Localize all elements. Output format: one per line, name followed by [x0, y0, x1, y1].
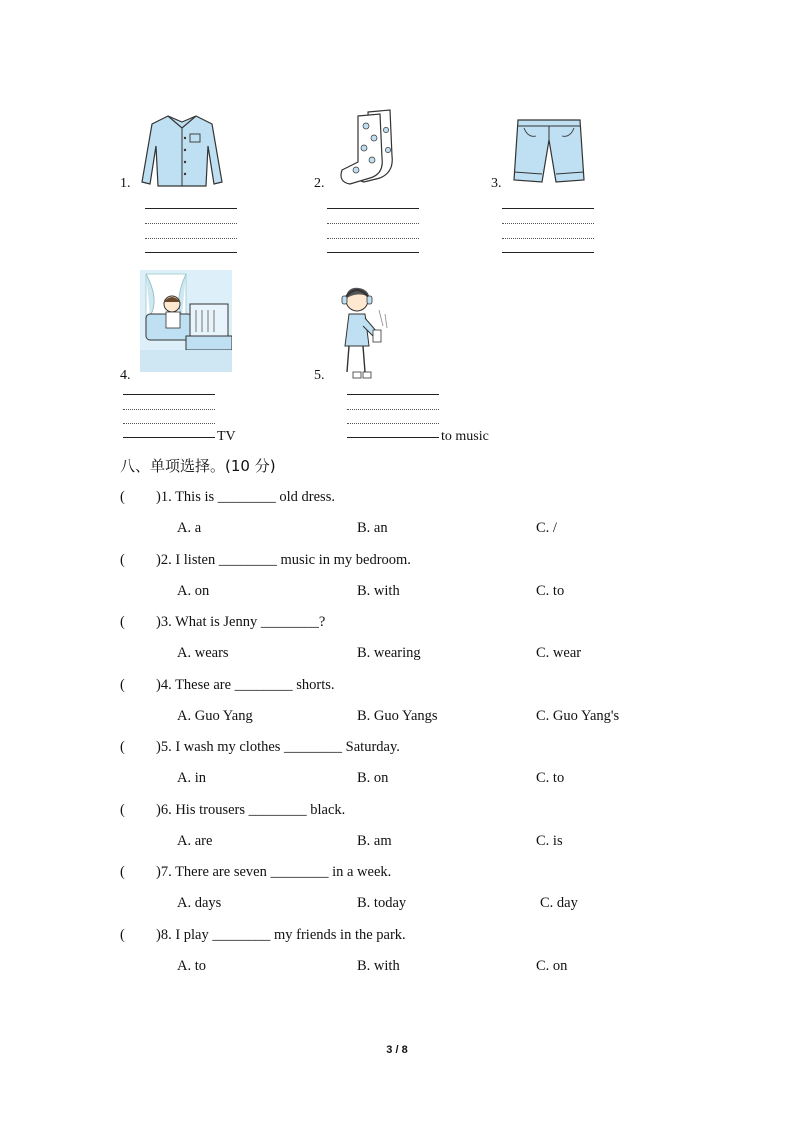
option-b[interactable]: B. Guo Yangs	[357, 707, 438, 724]
option-c[interactable]: C. wear	[536, 645, 582, 661]
answer-paren[interactable]: (	[120, 551, 125, 568]
answer-paren[interactable]: (	[120, 614, 125, 630]
option-c[interactable]: C. day	[540, 895, 578, 911]
option-c[interactable]: C. to	[536, 582, 565, 599]
question-text: )1. This is ________ old dress.	[156, 489, 335, 505]
question-text: )8. I play ________ my friends in the park.	[156, 926, 406, 943]
socks-icon	[334, 106, 406, 186]
option-b[interactable]: B. on	[357, 770, 389, 786]
item-number: 4.	[120, 368, 131, 383]
shirt-icon	[138, 112, 226, 188]
question-text: )7. There are seven ________ in a week.	[156, 864, 392, 880]
item-number: 3.	[491, 176, 502, 191]
girl-listening-music-icon	[335, 284, 391, 382]
option-a[interactable]: A. in	[177, 770, 206, 786]
question-text: )6. His trousers ________ black.	[156, 801, 346, 818]
answer-suffix: to music	[441, 429, 489, 444]
answer-paren[interactable]: (	[120, 739, 125, 755]
option-a[interactable]: A. days	[177, 895, 222, 911]
option-b[interactable]: B. am	[357, 832, 392, 849]
option-a[interactable]: A. wears	[177, 645, 229, 661]
boy-watching-tv-icon	[140, 270, 232, 372]
option-c[interactable]: C. /	[536, 520, 557, 536]
option-c[interactable]: C. on	[536, 957, 568, 974]
option-c[interactable]: C. to	[536, 770, 565, 786]
option-a[interactable]: A. are	[177, 832, 213, 849]
answer-paren[interactable]: (	[120, 489, 125, 505]
option-b[interactable]: B. wearing	[357, 645, 421, 661]
answer-paren[interactable]: (	[120, 801, 125, 818]
option-a[interactable]: A. on	[177, 582, 210, 599]
question-text: )2. I listen ________ music in my bedroom.	[156, 551, 411, 568]
answer-paren[interactable]: (	[120, 676, 125, 693]
shorts-icon	[512, 114, 586, 186]
item-number: 1.	[120, 176, 131, 191]
item-number: 5.	[314, 368, 325, 383]
item-number: 2.	[314, 176, 325, 191]
answer-paren[interactable]: (	[120, 926, 125, 943]
option-a[interactable]: A. to	[177, 957, 206, 974]
option-a[interactable]: A. a	[177, 520, 202, 536]
answer-paren[interactable]: (	[120, 864, 125, 880]
option-a[interactable]: A. Guo Yang	[177, 707, 253, 724]
page-number: 3 / 8	[386, 1044, 408, 1056]
option-b[interactable]: B. with	[357, 582, 400, 599]
question-text: )5. I wash my clothes ________ Saturday.	[156, 739, 400, 755]
option-c[interactable]: C. Guo Yang's	[536, 707, 620, 724]
section-heading: 八、单项选择。(10 分)	[120, 457, 276, 475]
question-text: )3. What is Jenny ________?	[156, 614, 326, 630]
option-b[interactable]: B. today	[357, 895, 407, 911]
option-b[interactable]: B. an	[357, 520, 388, 536]
question-text: )4. These are ________ shorts.	[156, 676, 335, 693]
option-c[interactable]: C. is	[536, 832, 563, 849]
option-b[interactable]: B. with	[357, 957, 400, 974]
answer-suffix: TV	[217, 429, 236, 444]
